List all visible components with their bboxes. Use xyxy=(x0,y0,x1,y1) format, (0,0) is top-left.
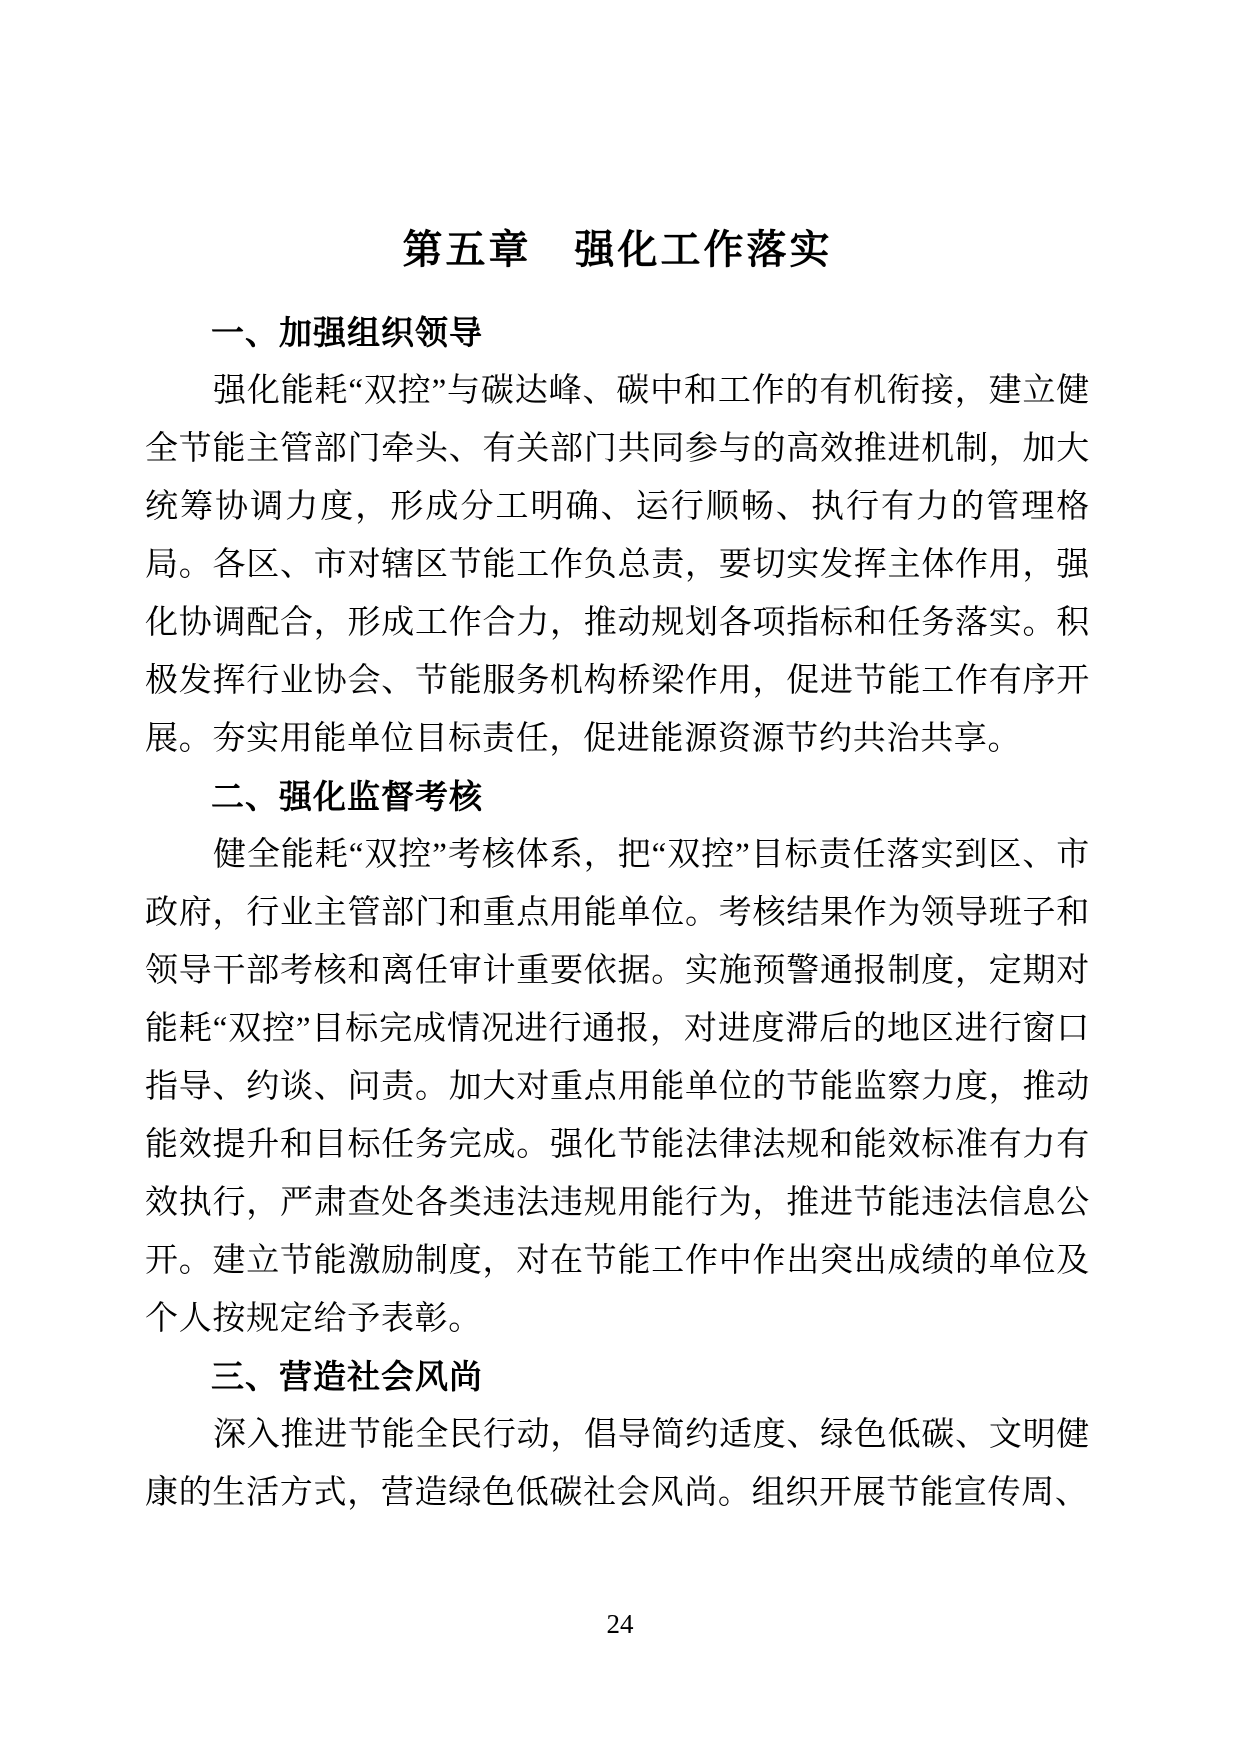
section-social-atmosphere xyxy=(145,1348,1090,1522)
section-paragraph: 强化能耗“双控”与碳达峰、碳中和工作的有机衔接，建立健全节能主管部门牵头、有关部门共同参与的高效推进机制，加大统筹协调力度，形成分工明确、运行顺畅、执行有力的管理格局。各区、市对辖区节能工作负总责，要切实发挥主体作用，强化协调配合，形成工作合力，推动规划各项指标和任务落实。积极发挥行业协会、节能服务机构桥梁作用，促进节能工作有序开展。夯实用能单位目标责任，促进能源资源节约共治共享。 xyxy=(145,373,1090,757)
section-supervision-assessment xyxy=(145,768,1090,1348)
section-paragraph: 深入推进节能全民行动，倡导简约适度、绿色低碳、文明健康的生活方式，营造绿色低碳社会风尚。组织开展节能宣传周、 xyxy=(145,1417,1090,1511)
section-heading-1: 一、加强组织领导 xyxy=(211,314,483,351)
section-organization-leadership xyxy=(145,304,1090,768)
section-heading-3: 三、营造社会风尚 xyxy=(211,1358,483,1395)
chapter-title: 第五章 强化工作落实 xyxy=(402,228,833,272)
document-content xyxy=(145,221,1090,1522)
section-paragraph: 健全能耗“双控”考核体系，把“双控”目标责任落实到区、市政府，行业主管部门和重点用能单位。考核结果作为领导班子和领导干部考核和离任审计重要依据。实施预警通报制度，定期对能耗“双控”目标完成情况进行通报，对进度滞后的地区进行窗口指导、约谈、问责。加大对重点用能单位的节能监察力度，推动能效提升和目标任务完成。强化节能法律法规和能效标准有力有效执行，严肃查处各类违法违规用能行为，推进节能违法信息公开。建立节能激励制度，对在节能工作中作出突出成绩的单位及个人按规定给予表彰。 xyxy=(145,837,1090,1337)
section-heading-2: 二、强化监督考核 xyxy=(211,778,483,815)
page-number: 24 xyxy=(606,1609,634,1639)
